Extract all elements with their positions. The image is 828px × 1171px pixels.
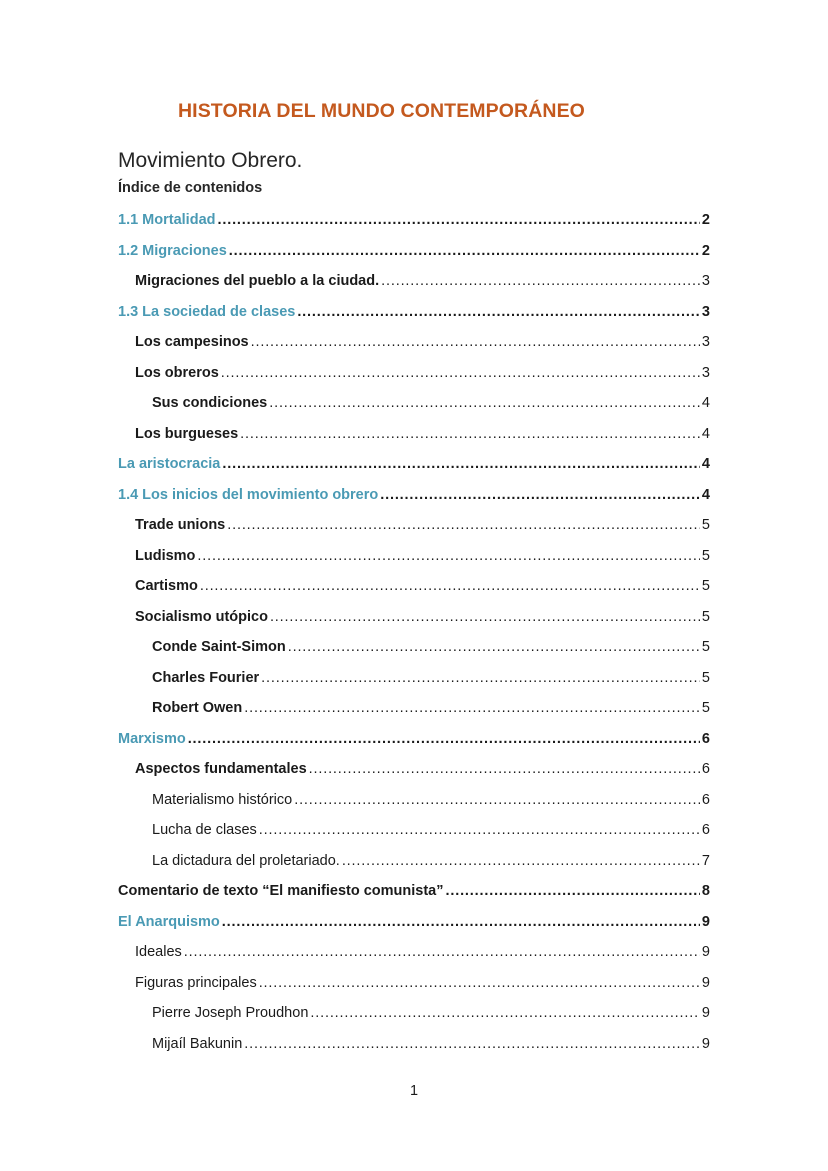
- toc-leader-dots: [240, 426, 700, 442]
- toc-leader-dots: [270, 609, 700, 625]
- toc-leader-dots: [222, 914, 700, 930]
- toc-entry[interactable]: [118, 365, 710, 396]
- toc-entry-title: Trade unions: [135, 517, 226, 533]
- toc-entry-page: 5: [701, 639, 710, 655]
- toc-entry-page: 2: [701, 242, 710, 259]
- toc-leader-dots: [269, 395, 700, 411]
- toc-entry-title: Ideales: [135, 944, 182, 960]
- toc-entry-page: 9: [701, 1035, 710, 1052]
- toc-entry-page: 5: [701, 517, 710, 533]
- toc-entry-title: Socialismo utópico: [135, 608, 268, 625]
- toc-leader-dots: [184, 944, 700, 960]
- toc-entry[interactable]: [118, 578, 710, 609]
- toc-entry-page: 4: [701, 486, 710, 503]
- toc-entry[interactable]: [118, 853, 710, 884]
- toc-entry-title: Los campesinos: [135, 334, 249, 350]
- toc-entry-page: 4: [701, 395, 710, 411]
- toc-entry-page: 5: [701, 669, 710, 686]
- toc-entry-title: El Anarquismo: [118, 913, 220, 930]
- toc-leader-dots: [259, 822, 700, 838]
- toc-entry-title: Lucha de clases: [152, 822, 257, 838]
- toc-heading: Índice de contenidos: [118, 180, 263, 196]
- toc-entry[interactable]: [118, 1005, 710, 1036]
- toc-entry-page: 3: [701, 273, 710, 289]
- toc-entry-title: Marxismo: [118, 730, 186, 747]
- toc-entry-title: Los burgueses: [135, 425, 239, 442]
- toc-entry[interactable]: [118, 639, 710, 670]
- toc-leader-dots: [380, 487, 700, 503]
- toc-entry-title: Comentario de texto “El manifiesto comunista”: [118, 883, 444, 899]
- toc-entry-page: 5: [701, 547, 710, 564]
- document-title: Movimiento Obrero.: [118, 149, 303, 172]
- toc-entry-title: Cartismo: [135, 578, 198, 594]
- toc-entry-title: 1.1 Mortalidad: [118, 212, 216, 228]
- toc-leader-dots: [251, 334, 700, 350]
- toc-leader-dots: [218, 212, 700, 228]
- page-number: 1: [409, 1083, 419, 1099]
- toc-entry[interactable]: [118, 731, 710, 762]
- toc-entry-page: 4: [701, 456, 710, 472]
- toc-entry[interactable]: [118, 426, 710, 457]
- toc-entry-page: 6: [701, 791, 710, 808]
- toc-leader-dots: [200, 578, 700, 594]
- toc-entry[interactable]: [118, 517, 710, 548]
- toc-leader-dots: [244, 700, 700, 716]
- toc-entry-title: Materialismo histórico: [152, 791, 293, 808]
- toc-leader-dots: [227, 517, 700, 533]
- toc-entry[interactable]: [118, 944, 710, 975]
- toc-leader-dots: [342, 853, 700, 869]
- toc-entry[interactable]: [118, 700, 710, 731]
- toc-entry[interactable]: [118, 487, 710, 518]
- toc-entry[interactable]: [118, 975, 710, 1006]
- toc-entry[interactable]: [118, 334, 710, 365]
- toc-entry[interactable]: [118, 670, 710, 701]
- toc-leader-dots: [197, 548, 700, 564]
- toc-leader-dots: [244, 1036, 700, 1052]
- toc-entry-page: 9: [701, 974, 710, 991]
- toc-entry[interactable]: [118, 822, 710, 853]
- toc-entry-page: 6: [701, 730, 710, 747]
- toc-entry-page: 5: [701, 578, 710, 594]
- toc-entry[interactable]: [118, 456, 710, 487]
- toc-entry[interactable]: [118, 273, 710, 304]
- toc-leader-dots: [446, 883, 700, 899]
- toc-entry[interactable]: [118, 212, 710, 243]
- toc-entry[interactable]: [118, 243, 710, 274]
- toc-entry-title: Robert Owen: [152, 700, 243, 716]
- toc-entry-page: 3: [701, 303, 710, 320]
- toc-leader-dots: [221, 365, 700, 381]
- toc-entry-title: Conde Saint-Simon: [152, 639, 286, 655]
- toc-leader-dots: [229, 243, 700, 259]
- toc-entry[interactable]: [118, 1036, 710, 1067]
- toc-entry-title: La aristocracia: [118, 456, 221, 472]
- toc-entry-title: Los obreros: [135, 364, 219, 381]
- toc-entry[interactable]: [118, 761, 710, 792]
- toc-entry-title: Migraciones del pueblo a la ciudad.: [135, 273, 380, 289]
- toc-entry-page: 6: [701, 822, 710, 838]
- toc-entry[interactable]: [118, 395, 710, 426]
- toc-entry-title: 1.2 Migraciones: [118, 242, 227, 259]
- toc-entry-page: 8: [701, 883, 710, 899]
- toc-entry-page: 3: [701, 364, 710, 381]
- toc-entry-title: La dictadura del proletariado.: [152, 852, 340, 869]
- toc-entry-page: 4: [701, 425, 710, 442]
- toc-entry-title: 1.3 La sociedad de clases: [118, 303, 296, 320]
- toc-entry[interactable]: [118, 609, 710, 640]
- toc-leader-dots: [381, 273, 700, 289]
- toc-entry-page: 6: [701, 761, 710, 777]
- toc-leader-dots: [261, 670, 700, 686]
- toc-entry[interactable]: [118, 914, 710, 945]
- toc-leader-dots: [288, 639, 700, 655]
- toc-entry-page: 9: [701, 913, 710, 930]
- table-of-contents: [118, 212, 710, 1066]
- toc-entry-title: Mijaíl Bakunin: [152, 1035, 243, 1052]
- toc-leader-dots: [188, 731, 700, 747]
- toc-entry-title: Aspectos fundamentales: [135, 761, 307, 777]
- toc-entry-page: 9: [701, 1005, 710, 1021]
- page-header-title: HISTORIA DEL MUNDO CONTEMPORÁNEO: [178, 100, 585, 122]
- toc-entry-title: 1.4 Los inicios del movimiento obrero: [118, 486, 379, 503]
- toc-entry-title: Sus condiciones: [152, 395, 268, 411]
- toc-entry-page: 2: [701, 212, 710, 228]
- toc-entry-title: Figuras principales: [135, 974, 257, 991]
- toc-entry-page: 5: [701, 700, 710, 716]
- toc-entry[interactable]: [118, 792, 710, 823]
- toc-entry-title: Pierre Joseph Proudhon: [152, 1005, 309, 1021]
- toc-entry-page: 5: [701, 608, 710, 625]
- toc-leader-dots: [294, 792, 700, 808]
- toc-entry[interactable]: [118, 548, 710, 579]
- toc-entry-page: 9: [701, 944, 710, 960]
- toc-leader-dots: [309, 761, 700, 777]
- toc-leader-dots: [259, 975, 700, 991]
- toc-entry-title: Ludismo: [135, 547, 196, 564]
- toc-entry-title: Charles Fourier: [152, 669, 260, 686]
- toc-leader-dots: [222, 456, 700, 472]
- toc-entry-page: 7: [701, 852, 710, 869]
- toc-entry-page: 3: [701, 334, 710, 350]
- toc-entry[interactable]: [118, 304, 710, 335]
- toc-leader-dots: [310, 1005, 700, 1021]
- toc-entry[interactable]: [118, 883, 710, 914]
- toc-leader-dots: [297, 304, 700, 320]
